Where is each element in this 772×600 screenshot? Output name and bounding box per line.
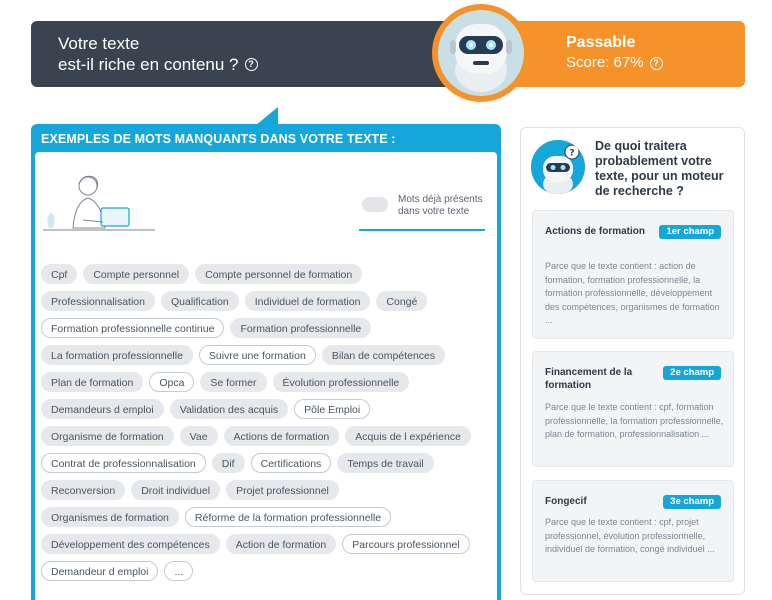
keyword-chip[interactable]: ... <box>164 561 193 581</box>
keyword-chip[interactable]: Professionnalisation <box>41 291 155 311</box>
keyword-chip[interactable]: Action de formation <box>226 534 336 554</box>
topics-panel <box>520 127 745 595</box>
keyword-chip[interactable]: Vae <box>180 426 218 446</box>
keyword-chip[interactable]: Actions de formation <box>224 426 340 446</box>
richness-question <box>58 33 258 75</box>
keyword-chip[interactable]: Temps de travail <box>337 453 433 473</box>
help-icon[interactable]: ? <box>245 58 258 71</box>
keyword-chip[interactable]: Projet professionnel <box>226 480 339 500</box>
keyword-chip[interactable]: Se former <box>200 372 266 392</box>
keyword-chip[interactable]: Suivre une formation <box>199 345 316 365</box>
svg-text:?: ? <box>569 148 575 159</box>
woman-laptop-illustration <box>43 172 155 244</box>
keyword-chip[interactable]: Contrat de professionnalisation <box>41 453 206 473</box>
topic-reason: Parce que le texte contient : cpf, formation professionnelle, la formation professionnelle, plan de formation, professionnalisation ... <box>545 402 724 439</box>
topic-rank-badge: 3e champ <box>663 495 721 509</box>
keyword-chip[interactable]: Opca <box>149 372 194 392</box>
keyword-chip[interactable]: Réforme de la formation professionnelle <box>185 507 391 527</box>
thinking-robot-icon <box>531 140 585 194</box>
verdict-label: Passable <box>566 34 636 51</box>
legend-underline <box>359 229 485 231</box>
keyword-chip[interactable]: Demandeur d emploi <box>41 561 158 581</box>
missing-words-list <box>41 264 481 581</box>
topic-name: Fongecif <box>545 496 587 507</box>
keyword-chip[interactable]: Compte personnel <box>83 264 189 284</box>
keyword-chip[interactable]: Dif <box>212 453 245 473</box>
score-block <box>566 33 663 73</box>
topic-reason: Parce que le texte contient : action de formation, formation professionnelle, la formation professionnelle, développement des compétences, organismes de formation ... <box>545 261 720 325</box>
missing-words-title: EXEMPLES DE MOTS MANQUANTS DANS VOTRE TEXTE : <box>41 132 396 146</box>
missing-words-panel <box>31 124 501 600</box>
keyword-chip[interactable]: Droit individuel <box>131 480 220 500</box>
keyword-chip[interactable]: Évolution professionnelle <box>273 372 410 392</box>
missing-words-content <box>35 152 497 600</box>
keyword-chip[interactable]: Développement des compétences <box>41 534 220 554</box>
topic-reason: Parce que le texte contient : cpf, projet professionnel, évolution professionnelle, individuel de formation, congé individuel ... <box>545 517 715 554</box>
topic-card[interactable] <box>532 210 734 339</box>
keyword-chip[interactable]: La formation professionnelle <box>41 345 193 365</box>
robot-avatar <box>432 4 530 102</box>
keyword-chip[interactable]: Certifications <box>251 453 332 473</box>
keyword-chip[interactable]: Organismes de formation <box>41 507 179 527</box>
keyword-chip[interactable]: Reconversion <box>41 480 125 500</box>
question-line-2: est-il riche en contenu ? <box>58 55 239 74</box>
legend-label: Mots déjà présents dans votre texte <box>398 194 483 217</box>
topic-name: Actions de formation <box>545 226 646 237</box>
keyword-chip[interactable]: Compte personnel de formation <box>195 264 362 284</box>
keyword-chip[interactable]: Individuel de formation <box>245 291 371 311</box>
keyword-chip[interactable]: Pôle Emploi <box>294 399 370 419</box>
keyword-chip[interactable]: Qualification <box>161 291 239 311</box>
topic-rank-badge: 2e champ <box>663 366 721 380</box>
keyword-chip[interactable]: Bilan de compétences <box>322 345 445 365</box>
topic-card[interactable] <box>532 351 734 467</box>
speech-tail <box>256 107 278 125</box>
legend-swatch <box>362 197 388 212</box>
keyword-chip[interactable]: Validation des acquis <box>170 399 288 419</box>
legend <box>362 194 486 218</box>
keyword-chip[interactable]: Formation professionnelle <box>230 318 371 338</box>
keyword-chip[interactable]: Demandeurs d emploi <box>41 399 164 419</box>
keyword-chip[interactable]: Cpf <box>41 264 77 284</box>
topic-name: Financement de la formation <box>545 367 633 391</box>
topic-rank-badge: 1er champ <box>659 225 721 239</box>
keyword-chip[interactable]: Plan de formation <box>41 372 143 392</box>
keyword-chip[interactable]: Organisme de formation <box>41 426 174 446</box>
score-help-icon[interactable]: ? <box>650 57 663 70</box>
keyword-chip[interactable]: Formation professionnelle continue <box>41 318 224 338</box>
keyword-chip[interactable]: Congé <box>376 291 427 311</box>
keyword-chip[interactable]: Acquis de l expérience <box>345 426 471 446</box>
topic-card[interactable] <box>532 480 734 582</box>
question-line-1: Votre texte <box>58 34 140 53</box>
robot-icon <box>438 10 524 96</box>
score-value: Score: 67% <box>566 54 644 71</box>
topics-title: De quoi traitera probablement votre texte, pour un moteur de recherche ? <box>595 139 724 198</box>
keyword-chip[interactable]: Parcours professionnel <box>342 534 469 554</box>
